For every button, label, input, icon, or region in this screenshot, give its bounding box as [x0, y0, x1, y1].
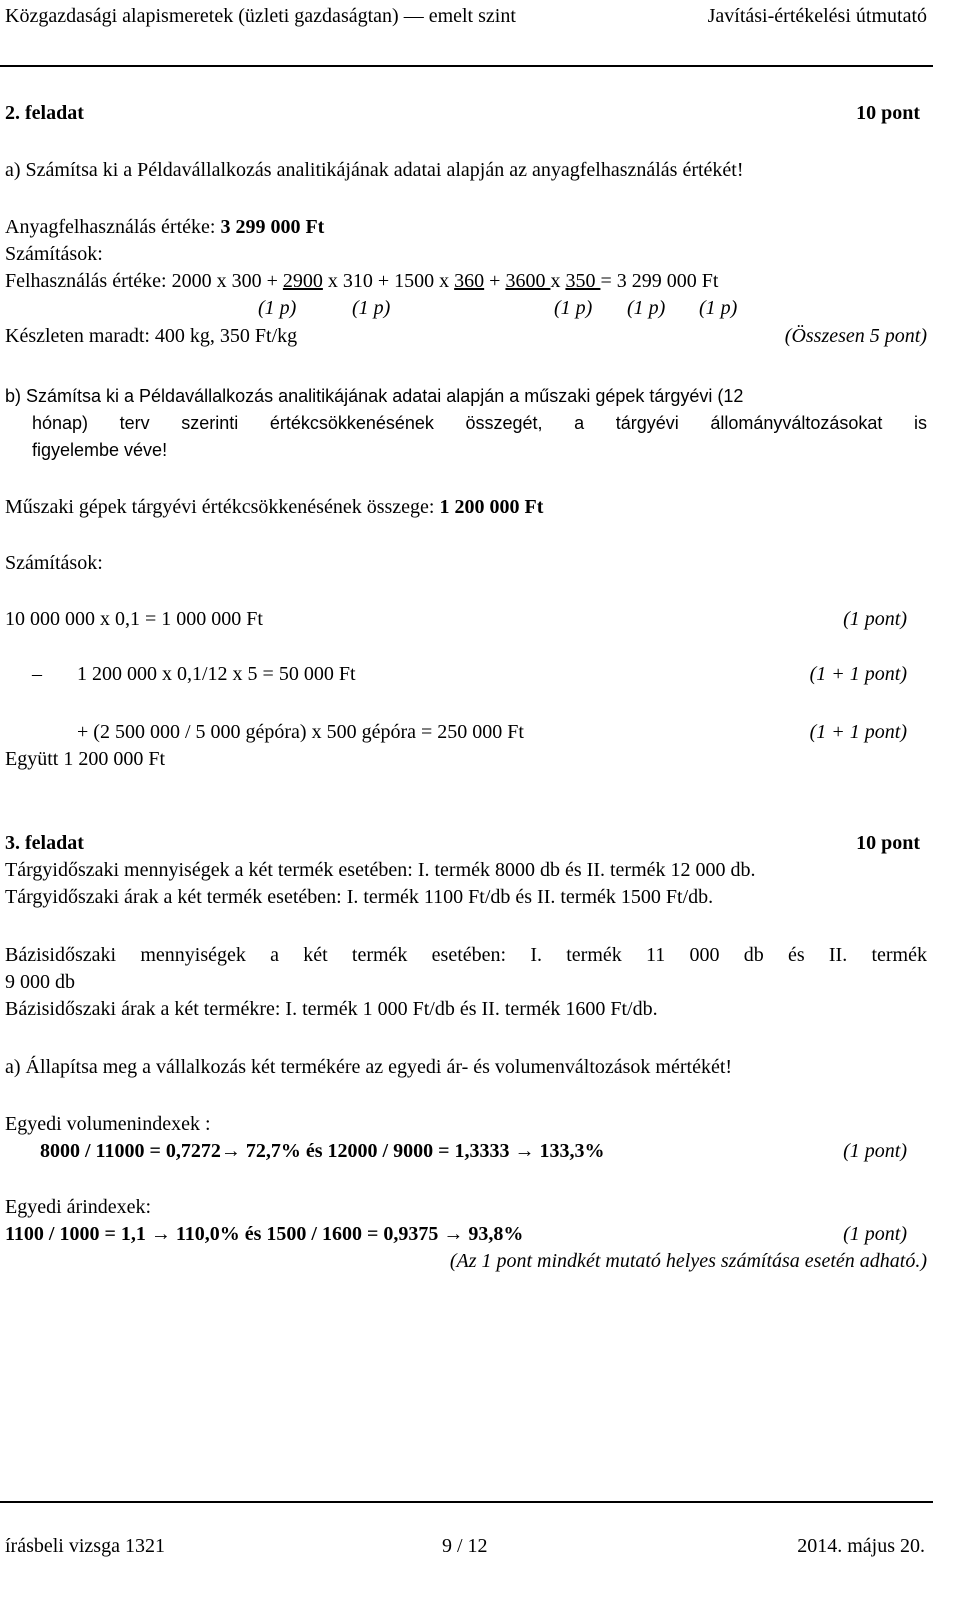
price-index-label: Egyedi árindexek: [5, 1196, 152, 1218]
header-title: Közgazdasági alapismeretek (üzleti gazdaságtan) — emelt szint [5, 5, 516, 27]
price-index-value: 1100 / 1000 = 1,1 → 110,0% és 1500 / 1600 = 0,9375 → 93,8% [5, 1223, 524, 1245]
footer-date: 2014. május 20. [797, 1535, 925, 1557]
task2-points: 10 pont [856, 102, 920, 124]
footer-divider [0, 1501, 933, 1503]
task2-title: 2. feladat [5, 102, 84, 124]
volume-index-points: (1 pont) [843, 1140, 907, 1162]
task2-a-question: a) Számítsa ki a Példavállalkozás analitikájának adatai alapján az anyagfelhasználás értékét! [5, 159, 744, 181]
point-mark-4: (1 p) [627, 297, 666, 319]
point-mark-3: (1 p) [554, 297, 593, 319]
calc-together: Együtt 1 200 000 Ft [5, 748, 166, 770]
calc-line-1: 10 000 000 x 0,1 = 1 000 000 Ft [5, 608, 263, 630]
task3-title: 3. feladat [5, 832, 84, 854]
task2-formula [5, 271, 718, 291]
point-mark-5: (1 p) [699, 297, 738, 319]
point-mark-1: (1 p) [258, 297, 297, 319]
point-mark-2: (1 p) [352, 297, 391, 319]
price-index-points: (1 pont) [843, 1223, 907, 1245]
volume-index-value: 8000 / 11000 = 0,7272→ 72,7% és 12000 / 9000 = 1,3333 → 133,3% [40, 1140, 605, 1162]
task2-calc-label: Számítások: [5, 243, 103, 265]
header-divider [0, 65, 933, 67]
task3-line-1: Tárgyidőszaki mennyiségek a két termék esetében: I. termék 8000 db és II. termék 12 000 db. [5, 859, 756, 881]
task3-line-4: 9 000 db [5, 971, 75, 993]
formula-suffix: = 3 299 000 Ft [600, 270, 719, 292]
footer-exam-id: írásbeli vizsga 1321 [5, 1535, 165, 1557]
task2-a-total: (Összesen 5 pont) [784, 325, 927, 347]
task2-a-answer-label: Anyagfelhasználás értéke: [5, 216, 221, 238]
task3-line-3: Bázisidőszaki mennyiségek a két termék esetében: I. termék 11 000 db és II. termék [5, 944, 927, 966]
task2-a-answer [5, 217, 324, 237]
formula-term-2: 360 [454, 270, 485, 292]
task2-b-answer-label: Műszaki gépek tárgyévi értékcsökkenésének összege: [5, 496, 440, 518]
task2-remaining-stock: Készleten maradt: 400 kg, 350 Ft/kg [5, 325, 298, 347]
formula-mid-3: x [550, 270, 566, 292]
calc-line-3-points: (1 + 1 pont) [809, 721, 907, 743]
calc-line-1-points: (1 pont) [843, 608, 907, 630]
task3-note: (Az 1 pont mindkét mutató helyes számítása esetén adható.) [449, 1250, 927, 1272]
task3-line-5: Bázisidőszaki árak a két termékre: I. termék 1 000 Ft/db és II. termék 1600 Ft/db. [5, 998, 658, 1020]
task2-b-question-line3: figyelembe véve! [32, 440, 168, 460]
task3-line-2: Tárgyidőszaki árak a két termék esetében: I. termék 1100 Ft/db és II. termék 1500 Ft/db. [5, 886, 714, 908]
calc-line-2-points: (1 + 1 pont) [809, 663, 907, 685]
task2-b-question-line2: hónap) terv szerinti értékcsökkenésének összegét, a tárgyévi állományváltozásokat is [32, 413, 927, 433]
calc-line-2: 1 200 000 x 0,1/12 x 5 = 50 000 Ft [77, 663, 356, 685]
task3-points: 10 pont [856, 832, 920, 854]
task3-a-question: a) Állapítsa meg a vállalkozás két termékére az egyedi ár- és volumenváltozások mértékét! [5, 1056, 733, 1078]
task2-b-question-line1: b) Számítsa ki a Példavállalkozás analitikájának adatai alapján a műszaki gépek tárgyévi (12 [5, 386, 744, 406]
formula-term-3: 3600 [505, 270, 551, 292]
footer-page-number: 9 / 12 [442, 1535, 488, 1557]
formula-term-4: 350 [565, 270, 601, 292]
calc-line-3: + (2 500 000 / 5 000 gépóra) x 500 gépóra = 250 000 Ft [77, 721, 524, 743]
volume-index-label: Egyedi volumenindexek : [5, 1113, 211, 1135]
task2-b-answer-value: 1 200 000 Ft [439, 496, 544, 518]
task2-calc-label-2: Számítások: [5, 552, 103, 574]
formula-term-1: 2900 [282, 270, 323, 292]
formula-mid-1: x 310 + 1500 x [322, 270, 455, 292]
header-doc-type: Javítási-értékelési útmutató [707, 5, 927, 27]
formula-prefix: Felhasználás értéke: 2000 x 300 + [5, 270, 283, 292]
calc-line-2-dash: – [32, 663, 42, 685]
task2-b-answer [5, 497, 543, 517]
task2-a-answer-value: 3 299 000 Ft [220, 216, 325, 238]
formula-mid-2: + [484, 270, 506, 292]
